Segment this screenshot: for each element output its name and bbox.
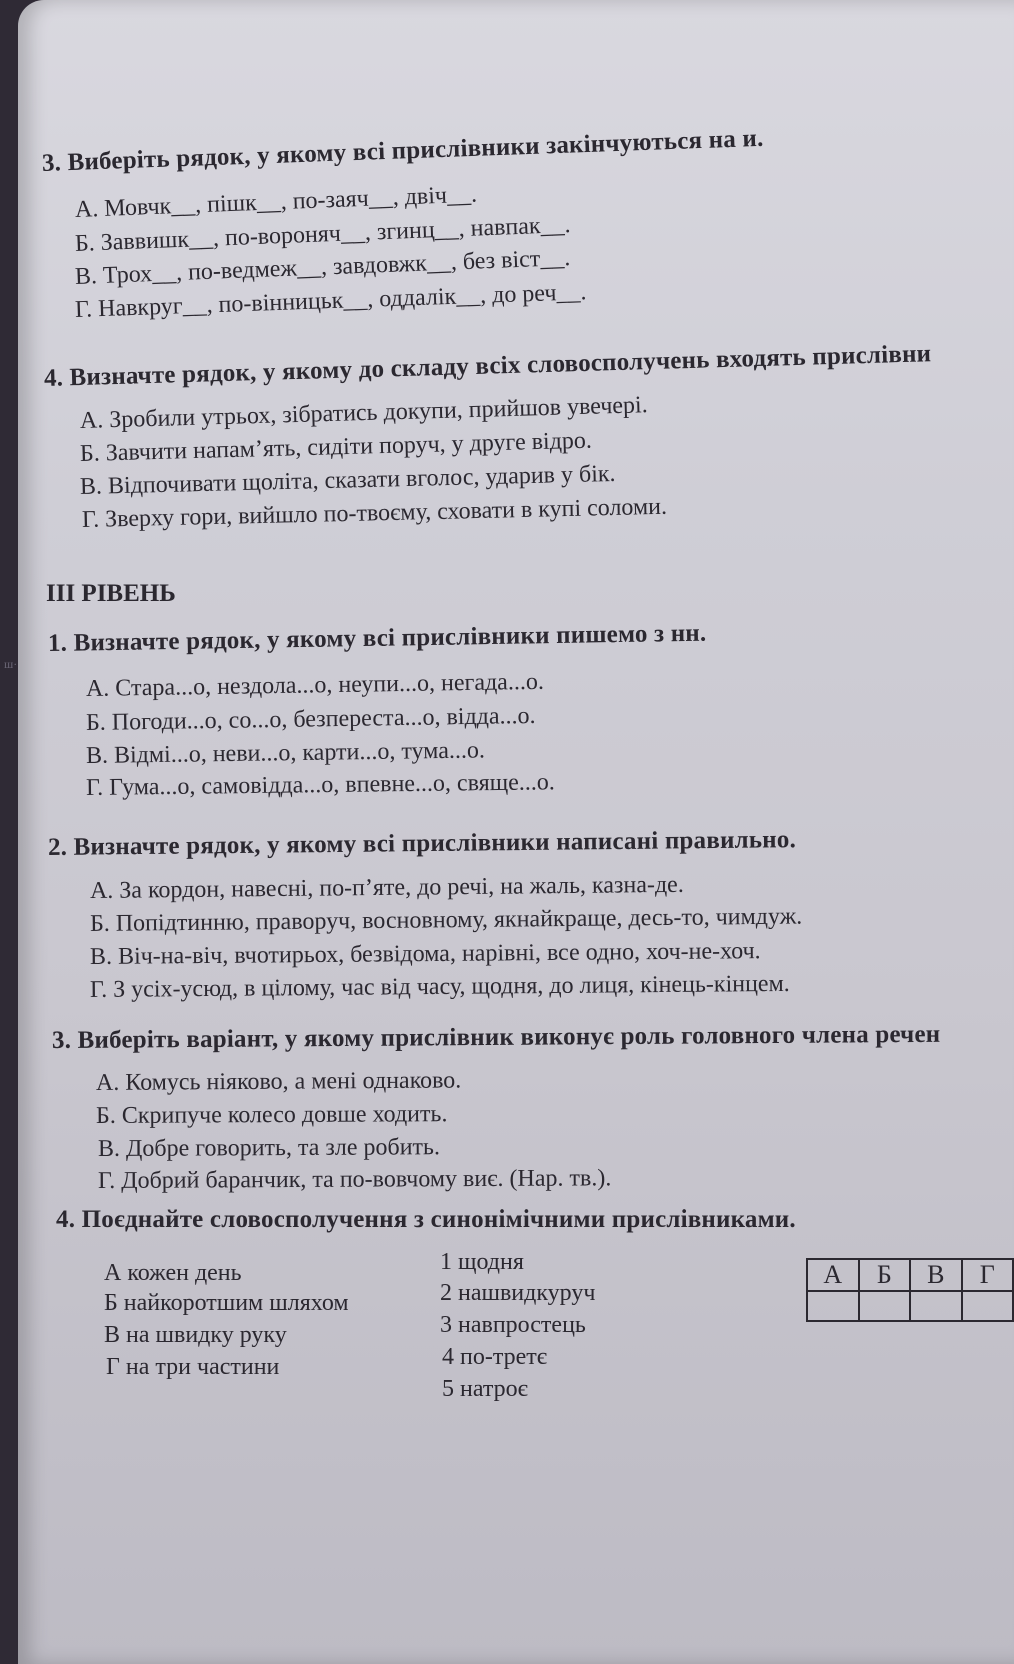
level3-task-1-question: 1. Визначте рядок, у якому всі прислівники пишемо з нн. <box>47 619 707 657</box>
answer-table-row <box>807 1291 1013 1321</box>
level3-task-3-option-d: Г. Добрий баранчик, та по-вовчому виє. (Нар. тв.). <box>97 1165 612 1194</box>
match-right-1: 1 щодня <box>440 1249 524 1275</box>
match-left-b: Б найкоротшим шляхом <box>104 1290 349 1316</box>
level3-task-2-option-b: Б. Попідтинню, праворуч, восновному, якнайкраще, десь-то, чимдуж. <box>89 903 803 937</box>
level3-task-2-option-d: Г. З усіх-усюд, в цілому, час від часу, щодня, до лиця, кінець-кінцем. <box>89 970 790 1003</box>
level3-task-3-option-b: Б. Скрипуче колесо довше ходить. <box>95 1101 448 1129</box>
answer-col-d: Г <box>962 1259 1013 1291</box>
answer-cell-c[interactable] <box>910 1291 962 1321</box>
answer-col-a: А <box>807 1259 859 1291</box>
level3-task-2-question: 2. Визначте рядок, у якому всі прислівники написані правильно. <box>47 826 797 861</box>
margin-mark: ш· <box>4 657 18 671</box>
task-3-option-c: В. Трох__, по-ведмеж__, завдовжк__, без віст__. <box>74 244 571 290</box>
answer-col-c: В <box>910 1259 962 1291</box>
task-3-question: 3. Виберіть рядок, у якому всі прислівники закінчуються на и. <box>41 124 764 177</box>
task-4-option-b: Б. Завчити напам’ять, сидіти поруч, у друге відро. <box>79 427 593 467</box>
answer-cell-b[interactable] <box>859 1291 910 1321</box>
level3-task-4-question: 4. Поєднайте словосполучення з синонімічними прислівниками. <box>56 1206 796 1233</box>
task-3-option-b: Б. Заввишк__, по-вороняч__, згинц__, навпак__. <box>74 211 572 257</box>
level3-task-1-option-b: Б. Погоди...о, со...о, безпереста...о, відда...о. <box>85 702 536 736</box>
task-4-question: 4. Визначте рядок, у якому до складу всіх словосполучень входять прислівни <box>43 340 932 392</box>
match-left-c: В на швидку руку <box>104 1322 287 1348</box>
task-3-option-d: Г. Навкруг__, по-вінницьк__, оддалік__, до реч__. <box>74 279 587 323</box>
match-right-2: 2 нашвидкуруч <box>440 1280 596 1306</box>
task-4-option-c: В. Відпочивати щоліта, сказати вголос, ударив у бік. <box>79 460 616 500</box>
task-4-option-a: А. Зробили утрьох, зібратись докупи, прийшов увечері. <box>79 392 649 434</box>
level3-task-2-option-a: А. За кордон, навесні, по-п’яте, до речі, на жаль, казна-де. <box>89 871 684 904</box>
level3-task-1-option-d: Г. Гума...о, самовідда...о, впевне...о, свяще...о. <box>85 769 555 801</box>
answer-cell-d[interactable] <box>962 1291 1013 1321</box>
match-left-d: Г на три частини <box>106 1354 280 1380</box>
level3-task-3-option-c: В. Добре говорить, та зле робить. <box>97 1134 441 1162</box>
task-4-option-d: Г. Зверху гори, вийшло по-твоєму, сховати в купі соломи. <box>81 493 668 533</box>
level3-task-1-option-c: В. Відмі...о, неви...о, карти...о, тума...о. <box>85 737 486 769</box>
level3-task-3-option-a: А. Комусь ніяково, а мені однаково. <box>95 1067 462 1096</box>
answer-table-header <box>807 1259 1013 1291</box>
answer-table <box>806 1258 1014 1322</box>
level-heading: ІІІ РІВЕНЬ <box>46 580 176 607</box>
level3-task-2-option-c: В. Віч-на-віч, вчотирьох, безвідома, нарівні, все одно, хоч-не-хоч. <box>89 938 761 970</box>
answer-cell-a[interactable] <box>807 1291 859 1321</box>
level3-task-3-question: 3. Виберіть варіант, у якому прислівник виконує роль головного члена речен <box>51 1020 941 1054</box>
match-right-4: 4 по-третє <box>442 1344 548 1370</box>
level3-task-1-option-a: А. Стара...о, нездола...о, неупи...о, негада...о. <box>85 668 545 702</box>
match-right-5: 5 натроє <box>442 1376 528 1402</box>
answer-col-b: Б <box>859 1259 910 1291</box>
match-right-3: 3 навпростець <box>440 1312 586 1338</box>
task-3-option-a: А. Мовчк__, пішк__, по-заяч__, двіч__. <box>74 181 478 223</box>
match-left-a: А кожен день <box>104 1260 242 1286</box>
